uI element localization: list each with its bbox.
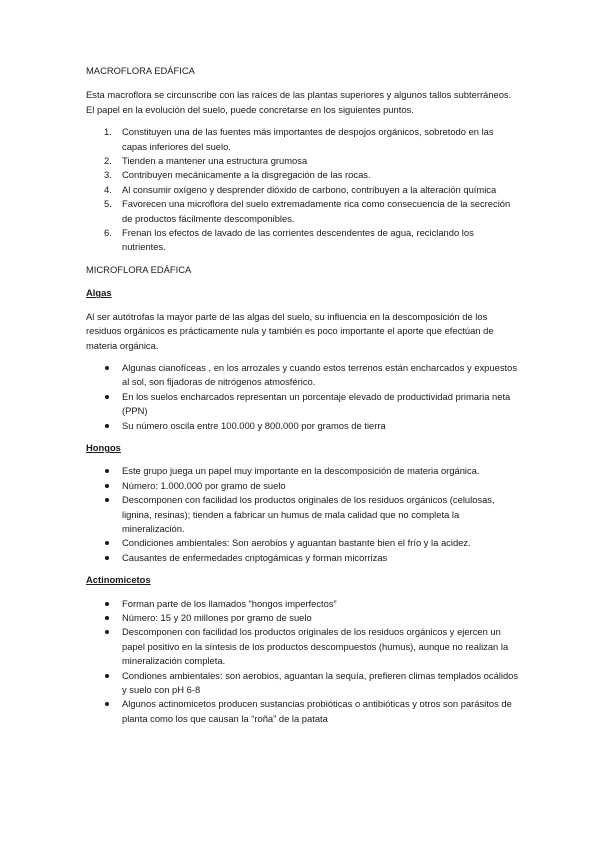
bullet-icon bbox=[105, 469, 109, 473]
macroflora-title: MACROFLORA EDÁFICA bbox=[86, 65, 195, 76]
bullet-icon bbox=[105, 541, 109, 545]
bullet-icon bbox=[105, 424, 109, 428]
list-item: Condiciones ambientales: Son aerobios y aguantan bastante bien el frío y la acidez. bbox=[86, 536, 520, 550]
list-item: Descomponen con facilidad los productos originales de los residuos orgánicos (celulosas, lignina, resinas); tienden a fabricar un humus de mala calidad que no completa la mineralización. bbox=[86, 493, 520, 536]
document-page bbox=[86, 64, 520, 726]
bullet-icon bbox=[105, 630, 109, 634]
bullet-icon bbox=[105, 556, 109, 560]
list-item: Condiones ambientales: son aerobios, aguantan la sequía, prefieren climas templados ocálidos y suelo con pH 6-8 bbox=[86, 669, 520, 698]
bullet-icon bbox=[105, 498, 109, 502]
bullet-icon bbox=[105, 395, 109, 399]
bullet-icon bbox=[105, 602, 109, 606]
list-item: 2. Tienden a mantener una estructura grumosa bbox=[104, 155, 308, 167]
actinomicetos-list bbox=[86, 597, 520, 727]
list-item: Número: 1.000.000 por gramo de suelo bbox=[86, 479, 520, 493]
macroflora-points bbox=[86, 125, 520, 255]
list-item: Descomponen con facilidad los productos originales de los residuos orgánicos y ejercen un papel positivo en la síntesis de los productos descompuestos (humus), aunque no realizan la mineralización completa. bbox=[86, 625, 520, 668]
list-item: Causantes de enfermedades criptogámicas y forman micorrizas bbox=[86, 551, 520, 565]
bullet-icon bbox=[105, 366, 109, 370]
bullet-icon bbox=[105, 702, 109, 706]
list-item: Número: 15 y 20 millones por gramo de suelo bbox=[86, 611, 520, 625]
hongos-list bbox=[86, 464, 520, 565]
list-item: Algunas cianofíceas , en los arrozales y cuando estos terrenos están encharcados y expuestos al sol, son fijadoras de nitrógenos atmosférico. bbox=[86, 361, 520, 390]
list-item: En los suelos encharcados representan un porcentaje elevado de productividad primaria neta (PPN) bbox=[86, 390, 520, 419]
hongos-title: Hongos bbox=[86, 441, 121, 453]
algas-title: Algas bbox=[86, 287, 112, 299]
list-item: Forman parte de los llamados “hongos imperfectos” bbox=[86, 597, 520, 611]
algas-intro: Al ser autótrofas la mayor parte de las algas del suelo, su influencia en la descomposición de los residuos orgánicos es prácticamente nula y también es poco importante el aporte que efectúan de materia orgánica. bbox=[86, 310, 494, 351]
bullet-icon bbox=[105, 616, 109, 620]
bullet-icon bbox=[105, 484, 109, 488]
list-item: 4. Al consumir oxígeno y desprender dióxido de carbono, contribuyen a la alteración química bbox=[104, 183, 497, 195]
bullet-icon bbox=[105, 674, 109, 678]
macroflora-intro: Esta macroflora se circunscribe con las raíces de las plantas superiores y algunos tallos subterráneos. El papel en la evolución del suelo, puede concretarse en los siguientes puntos. bbox=[86, 89, 512, 115]
list-item: Su número oscila entre 100.000 y 800.000 por gramos de tierra bbox=[86, 419, 520, 433]
algas-list bbox=[86, 361, 520, 433]
list-item: 5. Favorecen una microflora del suelo extremadamente rica como consecuencia de la secreción de productos fácilmente descomponibles. bbox=[104, 198, 511, 224]
list-item: 1. Constituyen una de las fuentes más importantes de despojos orgánicos, sobretodo en las capas inferiores del suelo. bbox=[104, 126, 494, 152]
list-item: 6. Frenan los efectos de lavado de las corrientes descendentes de agua, reciclando los nutrientes. bbox=[104, 227, 474, 253]
list-item: Este grupo juega un papel muy importante en la descomposición de materia orgánica. bbox=[86, 464, 520, 478]
list-item: 3. Contribuyen mecánicamente a la disgregación de las rocas. bbox=[104, 169, 371, 181]
list-item: Algunos actinomicetos producen sustancias probióticas o antibióticas y otros son parásitos de planta como los que causan la “roña” de la patata bbox=[86, 697, 520, 726]
microflora-title: MICROFLORA EDÁFICA bbox=[86, 263, 192, 275]
actinomicetos-title: Actinomicetos bbox=[86, 574, 151, 586]
